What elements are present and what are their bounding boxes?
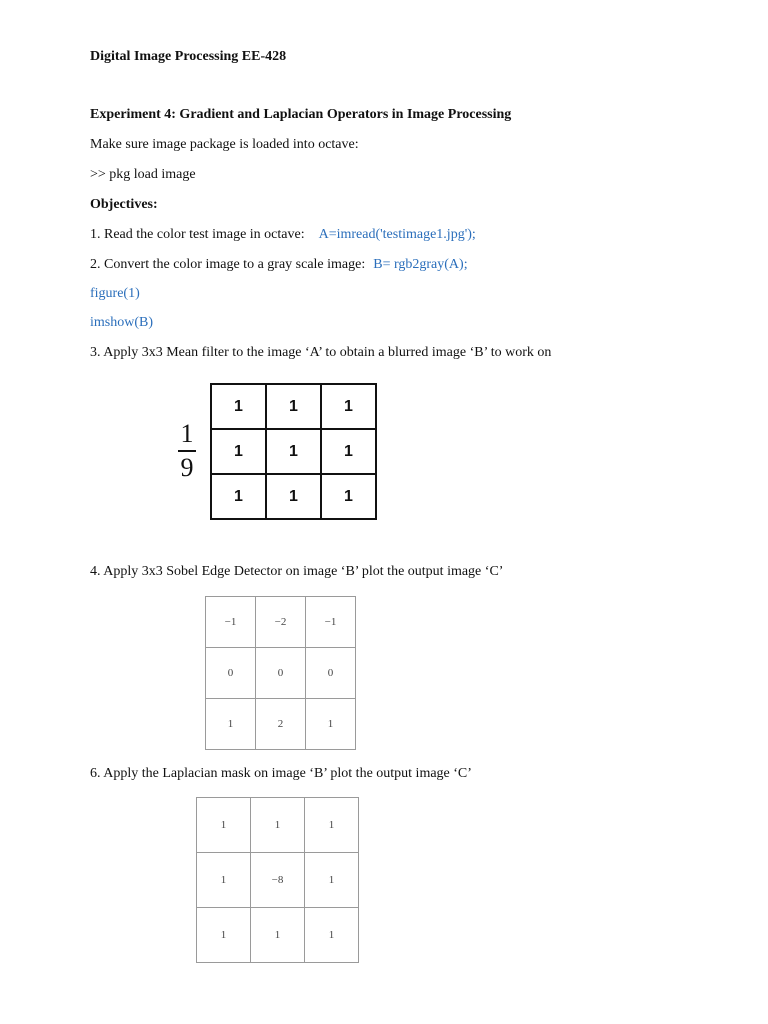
matrix-row	[211, 474, 376, 519]
objectives-heading: Objectives:	[90, 197, 158, 212]
matrix-cell: 0	[206, 648, 256, 699]
matrix-cell: 1	[305, 908, 359, 963]
matrix-cell: 1	[251, 798, 305, 853]
pkg-command: >> pkg load image	[90, 167, 196, 182]
matrix-cell: 0	[306, 648, 356, 699]
matrix-cell: −2	[256, 597, 306, 648]
matrix-cell: 1	[266, 384, 321, 429]
matrix-cell: −1	[206, 597, 256, 648]
matrix-row	[197, 853, 359, 908]
matrix-cell: −1	[306, 597, 356, 648]
matrix-cell: 1	[251, 908, 305, 963]
intro-text: Make sure image package is loaded into octave:	[90, 137, 359, 152]
matrix-cell: 1	[321, 384, 376, 429]
experiment-title: Experiment 4: Gradient and Laplacian Operators in Image Processing	[90, 107, 512, 122]
step-2	[90, 256, 468, 274]
fraction-denominator: 9	[180, 453, 194, 482]
fraction-numerator: 1	[180, 419, 194, 448]
matrix-row	[206, 597, 356, 648]
matrix-cell: 0	[256, 648, 306, 699]
step-2-text: 2. Convert the color image to a gray scale image:	[90, 257, 366, 272]
mean-filter-kernel	[176, 368, 386, 518]
step-1-code: A=imread('testimage1.jpg');	[318, 227, 476, 242]
matrix-row	[197, 798, 359, 853]
matrix-cell: 1	[321, 474, 376, 519]
matrix-row	[206, 648, 356, 699]
figure-command: figure(1)	[90, 286, 140, 301]
step-6: 6. Apply the Laplacian mask on image ‘B’ plot the output image ‘C’	[90, 766, 472, 781]
mean-filter-matrix	[210, 383, 377, 520]
matrix-cell: 1	[197, 853, 251, 908]
matrix-cell: 1	[266, 429, 321, 474]
laplacian-kernel-matrix	[196, 797, 359, 963]
matrix-cell: −8	[251, 853, 305, 908]
matrix-cell: 1	[211, 474, 266, 519]
matrix-cell: 1	[306, 699, 356, 750]
matrix-cell: 1	[197, 908, 251, 963]
matrix-cell: 1	[305, 798, 359, 853]
mean-filter-fraction	[176, 420, 198, 482]
matrix-row	[197, 908, 359, 963]
matrix-cell: 1	[305, 853, 359, 908]
matrix-cell: 2	[256, 699, 306, 750]
sobel-kernel-matrix	[205, 596, 356, 750]
step-4: 4. Apply 3x3 Sobel Edge Detector on image ‘B’ plot the output image ‘C’	[90, 564, 504, 579]
step-3: 3. Apply 3x3 Mean filter to the image ‘A’ to obtain a blurred image ‘B’ to work on	[90, 345, 552, 360]
matrix-cell: 1	[206, 699, 256, 750]
imshow-command: imshow(B)	[90, 315, 153, 330]
matrix-cell: 1	[211, 384, 266, 429]
matrix-cell: 1	[266, 474, 321, 519]
matrix-cell: 1	[197, 798, 251, 853]
matrix-cell: 1	[321, 429, 376, 474]
matrix-row	[211, 384, 376, 429]
matrix-row	[206, 699, 356, 750]
step-1-text: 1. Read the color test image in octave:	[90, 227, 305, 242]
step-1	[90, 226, 476, 244]
matrix-row	[211, 429, 376, 474]
course-title: Digital Image Processing EE-428	[90, 49, 287, 64]
step-2-code: B= rgb2gray(A);	[373, 257, 468, 272]
matrix-cell: 1	[211, 429, 266, 474]
fraction-bar	[178, 450, 196, 452]
